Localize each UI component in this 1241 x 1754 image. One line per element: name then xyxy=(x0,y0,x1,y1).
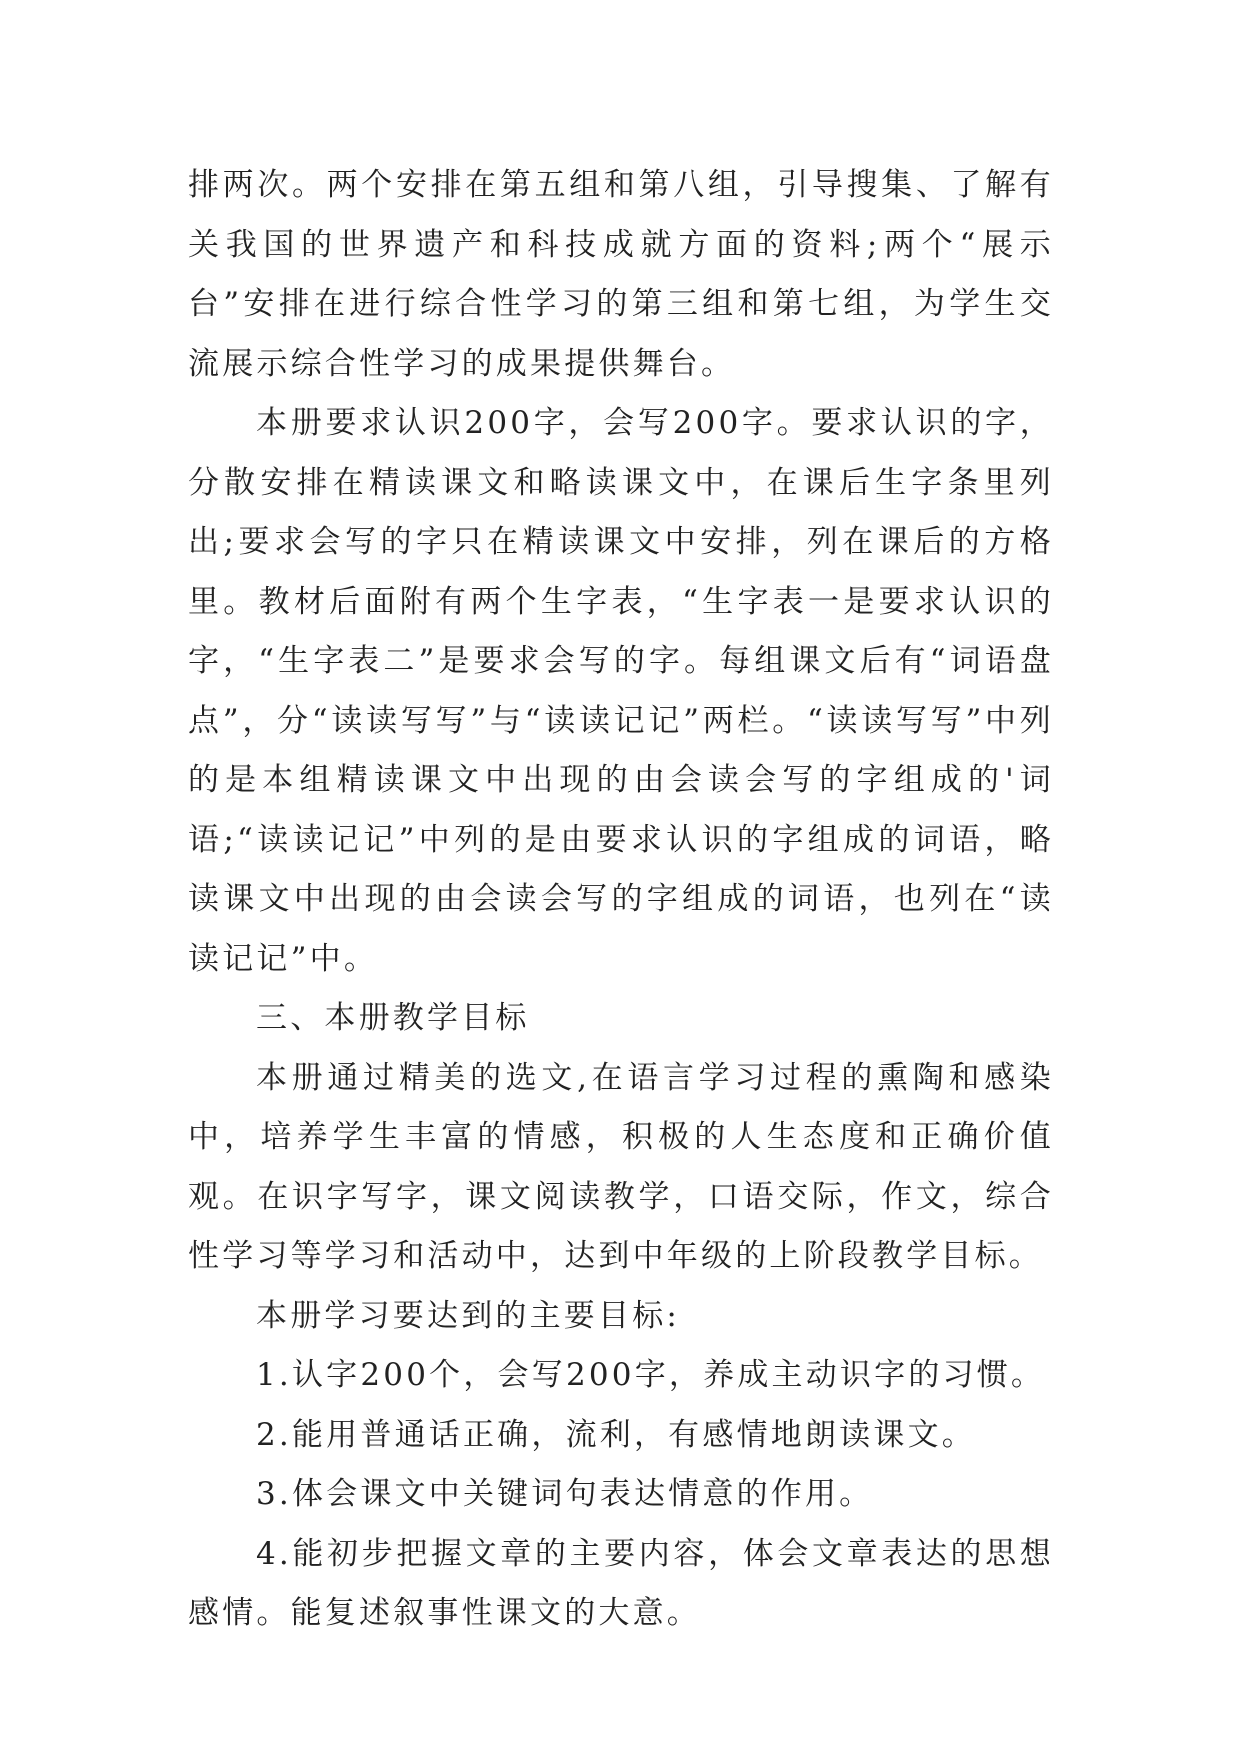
paragraph-continuation: 排两次。两个安排在第五组和第八组，引导搜集、了解有关我国的世界遗产和科技成就方面的资料;两个“展示台”安排在进行综合性学习的第三组和第七组，为学生交流展示综合性学习的成果提供舞台。 xyxy=(188,167,1054,382)
paragraph-main-goals-intro: 本册学习要达到的主要目标: xyxy=(256,1297,681,1334)
goal-item-4: 4.能初步把握文章的主要内容，体会文章表达的思想感情。能复述叙事性课文的大意。 xyxy=(188,1535,1054,1631)
section-heading-teaching-goals: 三、本册教学目标 xyxy=(256,1000,530,1036)
goal-item-2: 2.能用普通话正确，流利，有感情地朗读课文。 xyxy=(256,1416,976,1453)
goal-item-1: 1.认字200个，会写200字，养成主动识字的习惯。 xyxy=(256,1357,1046,1393)
paragraph-teaching-overview: 本册通过精美的选文,在语言学习过程的熏陶和感染中，培养学生丰富的情感，积极的人生态度和正确价值观。在识字写字，课文阅读教学，口语交际，作文，综合性学习等学习和活动中，达到中年级的上阶段教学目标。 xyxy=(188,1059,1054,1274)
goal-item-3: 3.体会课文中关键词句表达情意的作用。 xyxy=(256,1476,874,1512)
document-body xyxy=(188,156,1054,1644)
paragraph-literacy-requirements: 本册要求认识200字，会写200字。要求认识的字，分散安排在精读课文和略读课文中，在课后生字条里列出;要求会写的字只在精读课文中安排，列在课后的方格里。教材后面附有两个生字表，“生字表一是要求认识的字，“生字表二”是要求会写的字。每组课文后有“词语盘点”，分“读读写写”与“读读记记”两栏。“读读写写”中列的是本组精读课文中出现的由会读会写的字组成的'词语;“读读记记”中列的是由要求认识的字组成的词语，略读课文中出现的由会读会写的字组成的词语，也列在“读读记记”中。 xyxy=(188,405,1054,977)
